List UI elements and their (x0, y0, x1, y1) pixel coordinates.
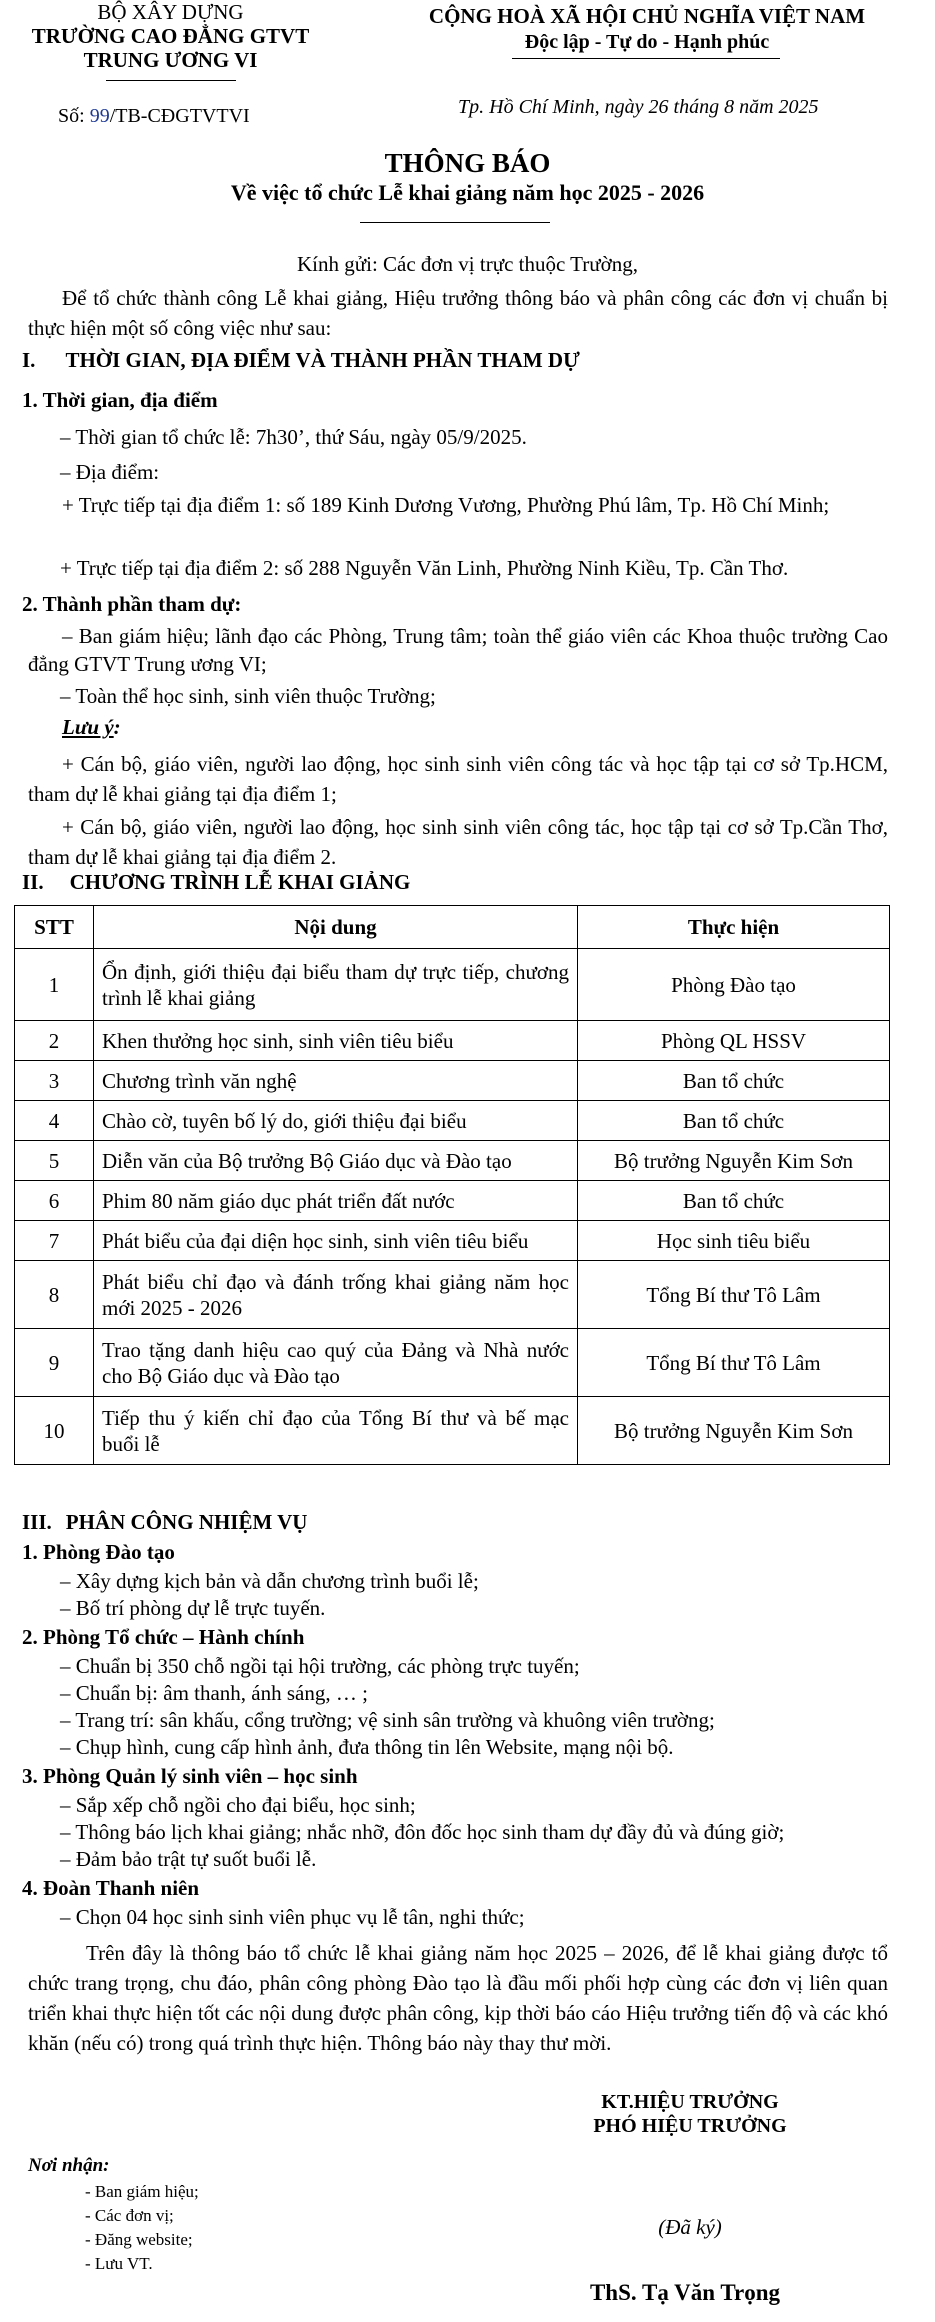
section1-place1: + Trực tiếp tại địa điểm 1: số 189 Kinh Dương Vương, Phường Phú lâm, Tp. Hồ Chí Minh; (62, 493, 830, 517)
number-value: 99 (89, 105, 110, 127)
number-suffix: /TB-CĐGTVTVI (109, 105, 250, 127)
recipient-item: - Đăng website; (85, 2230, 193, 2249)
row-performer: Bộ trưởng Nguyễn Kim Sơn (578, 1397, 890, 1465)
row-performer: Ban tổ chức (578, 1101, 890, 1141)
task-group-title: 2. Phòng Tổ chức – Hành chính (22, 1625, 305, 1649)
row-stt: 8 (15, 1261, 94, 1329)
row-stt: 10 (15, 1397, 94, 1465)
row-performer: Học sinh tiêu biểu (578, 1221, 890, 1261)
recipient-item: - Lưu VT. (85, 2254, 153, 2273)
agency-underline (106, 80, 236, 81)
issuing-agency-block (18, 0, 323, 72)
task-item: – Đảm bảo trật tự suốt buổi lễ. (60, 1847, 317, 1871)
row-stt: 4 (15, 1101, 94, 1141)
section1-attendee2: – Toàn thể học sinh, sinh viên thuộc Trường; (60, 684, 436, 708)
section1-note1: + Cán bộ, giáo viên, người lao động, học sinh sinh viên công tác và học tập tại cơ sở Tp.HCM, tham dự lễ khai giảng tại địa điểm 1; (28, 752, 888, 806)
row-performer: Ban tổ chức (578, 1181, 890, 1221)
task-item: – Trang trí: sân khấu, cổng trường; vệ sinh sân trường và khuông viên trường; (60, 1708, 715, 1732)
program-table (14, 905, 890, 1465)
table-row (15, 1261, 890, 1329)
task-item: – Chuẩn bị: âm thanh, ánh sáng, … ; (60, 1681, 368, 1705)
row-stt: 6 (15, 1181, 94, 1221)
col-performer: Thực hiện (578, 906, 890, 949)
signature-line2: PHÓ HIỆU TRƯỞNG (593, 2115, 787, 2137)
row-content: Phát biểu của đại diện học sinh, sinh viên tiêu biểu (94, 1221, 578, 1261)
section2-heading: II. CHƯƠNG TRÌNH LỄ KHAI GIẢNG (22, 870, 411, 894)
national-header-block (382, 3, 912, 55)
col-stt: STT (15, 906, 94, 949)
row-content: Tiếp thu ý kiến chỉ đạo của Tổng Bí thư và bế mạc buổi lễ (94, 1397, 578, 1465)
section1-sub2: 2. Thành phần tham dự: (22, 592, 242, 616)
row-stt: 3 (15, 1061, 94, 1101)
table-row (15, 1221, 890, 1261)
table-row (15, 1181, 890, 1221)
program-table-header (15, 906, 890, 949)
table-row (15, 1141, 890, 1181)
row-content: Phát biểu chỉ đạo và đánh trống khai giảng năm học mới 2025 - 2026 (94, 1261, 578, 1329)
row-stt: 9 (15, 1329, 94, 1397)
table-row (15, 1061, 890, 1101)
row-performer: Tổng Bí thư Tô Lâm (578, 1261, 890, 1329)
section1-note2: + Cán bộ, giáo viên, người lao động, học sinh sinh viên công tác, học tập tại cơ sở Tp.Cần Thơ, tham dự lễ khai giảng tại địa điểm 2. (28, 815, 888, 869)
row-content: Trao tặng danh hiệu cao quý của Đảng và Nhà nước cho Bộ Giáo dục và Đào tạo (94, 1329, 578, 1397)
motto-underline (512, 58, 780, 59)
recipients-label: Nơi nhận: (28, 2155, 110, 2176)
nation-title: CỘNG HOÀ XÃ HỘI CHỦ NGHĨA VIỆT NAM (428, 4, 866, 28)
signer-name: ThS. Tạ Văn Trọng (589, 2280, 781, 2305)
section1-place-label: – Địa điểm: (60, 460, 160, 484)
task-item: – Chuẩn bị 350 chỗ ngồi tại hội trường, các phòng trực tuyến; (60, 1654, 580, 1678)
row-performer: Ban tổ chức (578, 1061, 890, 1101)
task-item: – Sắp xếp chỗ ngồi cho đại biểu, học sinh; (60, 1793, 416, 1817)
task-item: – Thông báo lịch khai giảng; nhắc nhỡ, đôn đốc học sinh tham dự đầy đủ và đúng giờ; (60, 1820, 785, 1844)
section1-sub1: 1. Thời gian, địa điểm (22, 388, 218, 412)
place-and-date: Tp. Hồ Chí Minh, ngày 26 tháng 8 năm 2025 (458, 96, 819, 118)
task-item: – Chọn 04 học sinh sinh viên phục vụ lễ tân, nghi thức; (60, 1905, 525, 1929)
task-item: – Bố trí phòng dự lễ trực tuyến. (60, 1596, 326, 1620)
document-title: THÔNG BÁO (384, 148, 551, 178)
row-content: Chương trình văn nghệ (94, 1061, 578, 1101)
signature-title (540, 2090, 840, 2138)
task-item: – Chụp hình, cung cấp hình ảnh, đưa thông tin lên Website, mạng nội bộ. (60, 1735, 674, 1759)
table-row (15, 949, 890, 1021)
table-row (15, 1021, 890, 1061)
row-content: Chào cờ, tuyên bố lý do, giới thiệu đại biểu (94, 1101, 578, 1141)
recipient-item: - Ban giám hiệu; (85, 2182, 199, 2201)
recipients-list (85, 2180, 199, 2276)
row-stt: 7 (15, 1221, 94, 1261)
task-group-title: 3. Phòng Quản lý sinh viên – học sinh (22, 1764, 358, 1788)
row-stt: 2 (15, 1021, 94, 1061)
document-number (58, 105, 250, 128)
task-group-title: 1. Phòng Đào tạo (22, 1540, 175, 1564)
task-item: – Xây dựng kịch bản và dẫn chương trình buổi lễ; (60, 1569, 479, 1593)
recipient-item: - Các đơn vị; (85, 2206, 174, 2225)
row-performer: Tổng Bí thư Tô Lâm (578, 1329, 890, 1397)
row-stt: 5 (15, 1141, 94, 1181)
table-row (15, 1101, 890, 1141)
row-performer: Phòng QL HSSV (578, 1021, 890, 1061)
national-motto: Độc lập - Tự do - Hạnh phúc (524, 31, 770, 53)
school-name-line2: TRUNG ƯƠNG VI (83, 48, 258, 72)
row-performer: Bộ trưởng Nguyễn Kim Sơn (578, 1141, 890, 1181)
section1-place2: + Trực tiếp tại địa điểm 2: số 288 Nguyễn Văn Linh, Phường Ninh Kiều, Tp. Cần Thơ. (60, 556, 789, 580)
table-row (15, 1329, 890, 1397)
col-content: Nội dung (94, 906, 578, 949)
section3-heading: III. PHÂN CÔNG NHIỆM VỤ (22, 1510, 308, 1534)
row-stt: 1 (15, 949, 94, 1021)
row-performer: Phòng Đào tạo (578, 949, 890, 1021)
section1-note-label: Lưu ý: (62, 715, 121, 739)
row-content: Diễn văn của Bộ trưởng Bộ Giáo dục và Đào tạo (94, 1141, 578, 1181)
document-subtitle: Về việc tổ chức Lễ khai giảng năm học 2025 - 2026 (230, 180, 705, 205)
row-content: Khen thưởng học sinh, sinh viên tiêu biểu (94, 1021, 578, 1061)
section1-attendee1: – Ban giám hiệu; lãnh đạo các Phòng, Trung tâm; toàn thể giáo viên các Khoa thuộc trường Cao đẳng GTVT Trung ương VI; (28, 624, 888, 676)
closing-paragraph: Trên đây là thông báo tổ chức lễ khai giảng năm học 2025 – 2026, để lễ khai giảng được tổ chức trang trọng, chu đáo, phân công phòng Đào tạo là đầu mối phối hợp cùng các đơn vị liên quan triển khai thực hiện tốt các nội dung được phân công, kịp thời báo cáo Hiệu trưởng tiến độ và các khó khăn (nếu có) trong quá trình thực hiện. Thông báo này thay thư mời. (28, 1941, 888, 2055)
section1-heading: I. THỜI GIAN, ĐỊA ĐIỂM VÀ THÀNH PHẦN THAM DỰ (22, 348, 580, 372)
school-name-line1: TRƯỜNG CAO ĐẲNG GTVT (31, 24, 310, 48)
task-group-title: 4. Đoàn Thanh niên (22, 1876, 200, 1900)
ministry-name: BỘ XÂY DỰNG (97, 0, 244, 24)
row-content: Phim 80 năm giáo dục phát triển đất nước (94, 1181, 578, 1221)
title-underline (360, 222, 550, 223)
table-row (15, 1397, 890, 1465)
signed-mark: (Đã ký) (658, 2215, 722, 2239)
greeting: Kính gửi: Các đơn vị trực thuộc Trường, (296, 252, 638, 276)
row-content: Ổn định, giới thiệu đại biểu tham dự trực tiếp, chương trình lễ khai giảng (94, 949, 578, 1021)
signature-line1: KT.HIỆU TRƯỞNG (601, 2091, 779, 2113)
number-prefix: Số: (58, 105, 90, 127)
section1-time: – Thời gian tổ chức lễ: 7h30’, thứ Sáu, ngày 05/9/2025. (60, 425, 527, 449)
intro-paragraph: Để tổ chức thành công Lễ khai giảng, Hiệu trưởng thông báo và phân công các đơn vị chuẩn bị thực hiện một số công việc như sau: (28, 286, 888, 340)
